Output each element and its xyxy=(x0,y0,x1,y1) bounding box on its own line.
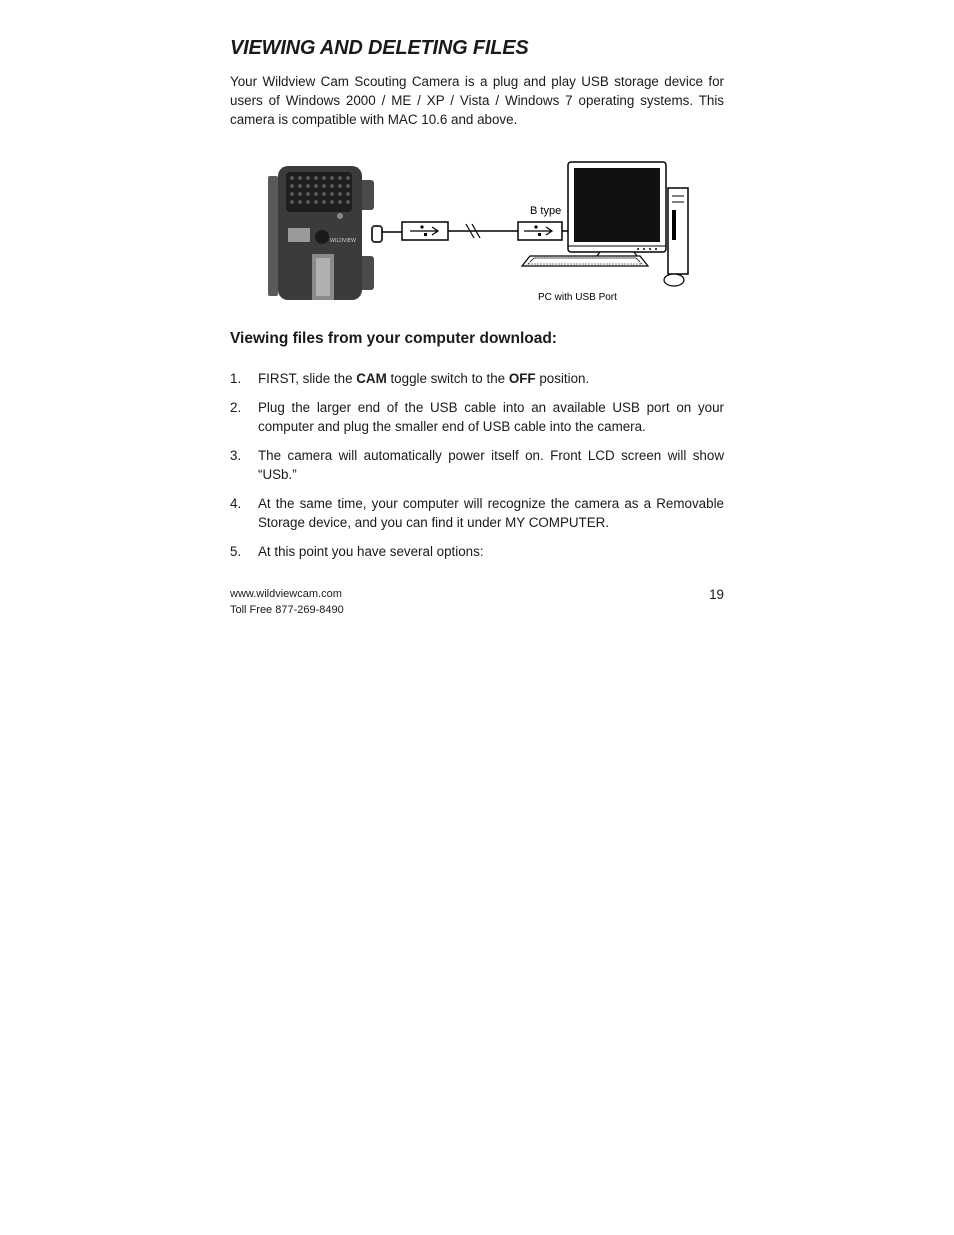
pc-usb-port-label: PC with USB Port xyxy=(538,292,617,303)
list-item xyxy=(230,446,724,484)
b-type-label: B type xyxy=(530,205,562,217)
section-subtitle: Viewing files from your computer download: xyxy=(230,330,557,347)
step-text: Plug the larger end of the USB cable into an available USB port on your computer and plug the smaller end of USB cable into the camera. xyxy=(258,400,724,434)
step-text: toggle switch to the xyxy=(386,371,509,386)
step-text: The camera will automatically power itself on. Front LCD screen will show “USb.” xyxy=(258,448,724,482)
intro-paragraph: Your Wildview Cam Scouting Camera is a plug and play USB storage device for users of Windows 2000 / ME / XP / Vista / Windows 7 operating systems. This camera is compatible with MAC 10.6 and above. xyxy=(230,74,724,127)
steps-list xyxy=(230,369,724,571)
step-emphasis: OFF xyxy=(508,371,536,386)
step-emphasis: CAM xyxy=(356,371,387,386)
camera-brand-text: WILDVIEW xyxy=(330,238,356,244)
toll-free-text: Toll Free 877-269-8490 xyxy=(230,604,344,616)
step-number: 4. xyxy=(230,496,242,511)
trail-camera-image xyxy=(268,166,382,300)
page-number: 19 xyxy=(709,587,724,602)
list-item xyxy=(230,398,724,436)
usb-cable-image xyxy=(382,205,582,246)
list-item xyxy=(230,542,724,561)
step-text: FIRST, slide the xyxy=(258,371,357,386)
list-item xyxy=(230,494,724,532)
page-footer xyxy=(230,586,724,618)
step-text: At the same time, your computer will recognize the camera as a Removable Storage device, and you can find it under MY COMPUTER. xyxy=(258,496,724,530)
website-text: www.wildviewcam.com xyxy=(230,588,342,600)
step-number: 3. xyxy=(230,448,242,463)
page-title: VIEWING AND DELETING FILES xyxy=(230,37,529,59)
step-number: 1. xyxy=(230,371,242,386)
usb-connection-illustration xyxy=(260,150,720,310)
step-number: 5. xyxy=(230,544,242,559)
step-number: 2. xyxy=(230,400,242,415)
list-item xyxy=(230,369,724,388)
step-text: At this point you have several options: xyxy=(258,544,484,559)
step-text: position. xyxy=(535,371,590,386)
